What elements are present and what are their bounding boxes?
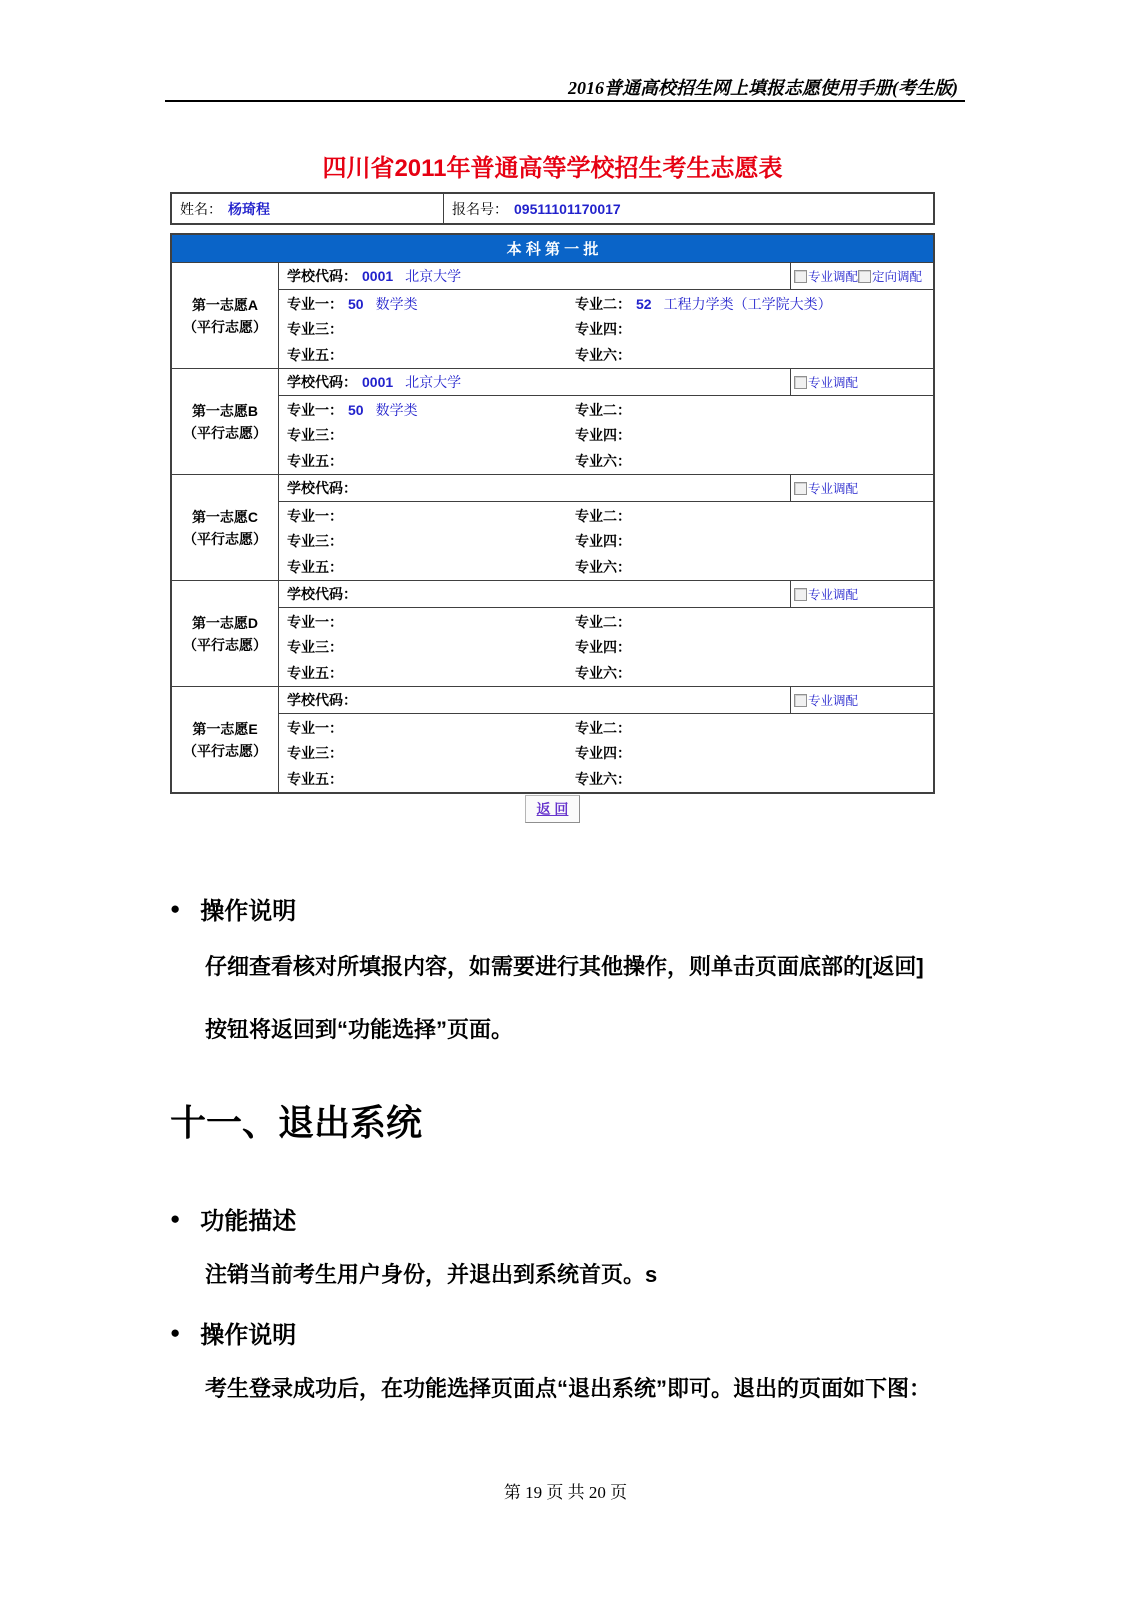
major-label: 专业五： <box>287 452 343 469</box>
chapter-heading: 十一、退出系统 <box>170 1102 423 1143</box>
choice-d-label-line2: （平行志愿） <box>183 636 267 653</box>
operation-2-paragraph: 考生登录成功后，在功能选择页面点“退出系统”即可。退出的页面如下图： <box>205 1376 932 1401</box>
major-label: 专业四： <box>575 745 631 761</box>
majors-grid <box>279 290 933 368</box>
choice-section-a <box>172 262 933 368</box>
directed-adjust-checkbox[interactable] <box>858 270 871 283</box>
major-field <box>575 423 933 447</box>
major-adjust-checkbox[interactable] <box>794 694 807 707</box>
choice-e-label-line2: （平行志愿） <box>183 742 267 759</box>
checkbox-label: 专业调配 <box>808 588 859 602</box>
bullet-icon: ● <box>170 1323 181 1342</box>
major-label: 专业三： <box>287 639 343 655</box>
choice-d-label <box>172 581 279 686</box>
majors-grid <box>279 714 933 792</box>
operation-heading-2-text: 操作说明 <box>200 1322 297 1349</box>
reg-no-value: 09511101170017 <box>514 200 621 217</box>
school-code-label: 学校代码： <box>287 586 357 602</box>
major-label: 专业四： <box>575 533 631 549</box>
back-button-label: 返 回 <box>536 801 569 817</box>
major-field <box>575 716 933 740</box>
major-label: 专业一： <box>287 295 343 312</box>
checkbox-label: 定向调配 <box>872 270 923 284</box>
choice-a-label-line1: 第一志愿A <box>191 296 259 313</box>
volunteer-table <box>170 233 935 794</box>
major-field <box>287 741 575 765</box>
major-adjust-checkbox[interactable] <box>794 376 807 389</box>
choice-e-label <box>172 687 279 792</box>
major-label: 专业四： <box>575 639 631 655</box>
choice-a-label <box>172 263 279 368</box>
choice-section-d <box>172 580 933 686</box>
major-field <box>287 398 575 422</box>
school-code-field <box>279 687 790 713</box>
major-label: 专业三： <box>287 321 343 337</box>
major-label: 专业三： <box>287 745 343 761</box>
major-field <box>287 767 575 791</box>
school-code-value: 0001 <box>362 268 394 284</box>
school-row <box>279 687 933 714</box>
major-label: 专业二： <box>575 507 631 524</box>
major-field <box>575 610 933 634</box>
major-field <box>575 343 933 367</box>
page-number: 第 19 页 共 20 页 <box>503 1483 628 1502</box>
operation-heading-1-text: 操作说明 <box>200 898 297 925</box>
function-paragraph: 注销当前考生用户身份，并退出到系统首页。s <box>205 1262 658 1287</box>
back-button[interactable] <box>525 795 581 823</box>
school-row <box>279 475 933 502</box>
name-label: 姓名： <box>180 200 222 217</box>
adjust-cell <box>790 581 933 607</box>
major-field <box>287 504 575 528</box>
checkbox-item <box>794 373 858 391</box>
school-code-value: 0001 <box>362 374 394 390</box>
major-field <box>575 504 933 528</box>
major-field <box>575 292 933 316</box>
operation-paragraph-line1: 仔细查看核对所填报内容，如需要进行其他操作，则单击页面底部的[返回] <box>205 954 924 979</box>
school-code-field <box>279 581 790 607</box>
major-label: 专业四： <box>575 427 631 443</box>
major-field <box>287 449 575 473</box>
adjust-cell <box>790 475 933 501</box>
function-heading-text: 功能描述 <box>200 1208 297 1235</box>
choice-a-label-line2: （平行志愿） <box>183 318 267 335</box>
major-name: 数学类 <box>375 295 418 312</box>
major-label: 专业三： <box>287 533 343 549</box>
major-field <box>575 317 933 341</box>
bullet-icon: ● <box>170 899 181 918</box>
major-field <box>287 292 575 316</box>
school-code-label: 学校代码： <box>287 268 357 284</box>
major-label: 专业二： <box>575 401 631 418</box>
name-cell <box>172 194 444 223</box>
checkbox-item <box>794 479 858 497</box>
operation-heading-2 <box>170 1315 296 1350</box>
school-code-label: 学校代码： <box>287 374 357 390</box>
adjust-cell <box>790 687 933 713</box>
major-field <box>575 529 933 553</box>
school-row <box>279 263 933 290</box>
school-row <box>279 369 933 396</box>
major-label: 专业一： <box>287 613 343 630</box>
checkbox-label: 专业调配 <box>808 376 859 390</box>
operation-heading-1 <box>170 891 296 926</box>
major-field <box>287 716 575 740</box>
header-rule <box>165 100 965 102</box>
back-button-row <box>170 795 935 823</box>
adjust-cell <box>790 263 933 289</box>
checkbox-item <box>794 691 858 709</box>
choice-section-b <box>172 368 933 474</box>
choice-section-e <box>172 686 933 792</box>
choice-b-label <box>172 369 279 474</box>
choice-c-label-line1: 第一志愿C <box>191 508 259 525</box>
major-label: 专业一： <box>287 719 343 736</box>
candidate-info-table <box>170 192 935 225</box>
major-adjust-checkbox[interactable] <box>794 270 807 283</box>
choice-b-label-line1: 第一志愿B <box>191 402 259 419</box>
checkbox-label: 专业调配 <box>808 482 859 496</box>
choice-section-c <box>172 474 933 580</box>
major-field <box>575 767 933 791</box>
function-heading <box>170 1201 296 1236</box>
major-label: 专业一： <box>287 507 343 524</box>
major-field <box>575 635 933 659</box>
major-label: 专业六： <box>575 452 631 469</box>
majors-grid <box>279 502 933 580</box>
choice-c-label-line2: （平行志愿） <box>183 530 267 547</box>
name-value: 杨琦程 <box>228 200 270 217</box>
major-field <box>575 449 933 473</box>
school-name-value: 北京大学 <box>405 268 462 284</box>
school-code-field <box>279 475 790 501</box>
choice-c-label <box>172 475 279 580</box>
major-label: 专业六： <box>575 664 631 681</box>
major-field <box>287 635 575 659</box>
choice-e-label-line1: 第一志愿E <box>192 720 258 737</box>
form-title: 四川省2011年普通高等学校招生考生志愿表 <box>322 155 783 182</box>
major-label: 专业六： <box>575 346 631 363</box>
checkbox-item <box>858 267 922 285</box>
major-adjust-checkbox[interactable] <box>794 482 807 495</box>
reg-no-label: 报名号： <box>452 200 508 217</box>
reg-no-cell <box>444 194 933 223</box>
major-field <box>287 661 575 685</box>
school-code-field <box>279 263 790 289</box>
checkbox-item <box>794 585 858 603</box>
checkbox-item <box>794 267 858 285</box>
majors-grid <box>279 396 933 474</box>
major-label: 专业二： <box>575 613 631 630</box>
major-field <box>575 661 933 685</box>
major-code: 52 <box>636 295 652 312</box>
major-adjust-checkbox[interactable] <box>794 588 807 601</box>
major-label: 专业一： <box>287 401 343 418</box>
major-label: 专业六： <box>575 558 631 575</box>
school-name-value: 北京大学 <box>405 374 462 390</box>
choice-d-label-line1: 第一志愿D <box>191 614 259 631</box>
major-field <box>575 398 933 422</box>
major-field <box>287 610 575 634</box>
choice-b-label-line2: （平行志愿） <box>183 424 267 441</box>
batch-header: 本 科 第 一 批 <box>172 235 933 262</box>
major-field <box>287 529 575 553</box>
school-row <box>279 581 933 608</box>
major-label: 专业四： <box>575 321 631 337</box>
bullet-icon: ● <box>170 1209 181 1228</box>
school-code-label: 学校代码： <box>287 692 357 708</box>
major-label: 专业五： <box>287 346 343 363</box>
major-code: 50 <box>348 401 364 418</box>
major-label: 专业二： <box>575 719 631 736</box>
manual-running-head: 2016普通高校招生网上填报志愿使用手册(考生版) <box>568 78 958 98</box>
major-label: 专业五： <box>287 770 343 787</box>
major-name: 工程力学类（工学院大类） <box>663 295 832 312</box>
operation-paragraph-line2: 按钮将返回到“功能选择”页面。 <box>205 1017 514 1042</box>
major-field <box>287 343 575 367</box>
major-label: 专业六： <box>575 770 631 787</box>
major-label: 专业二： <box>575 295 631 312</box>
major-label: 专业五： <box>287 558 343 575</box>
major-field <box>575 555 933 579</box>
majors-grid <box>279 608 933 686</box>
major-field <box>287 317 575 341</box>
school-code-label: 学校代码： <box>287 480 357 496</box>
checkbox-label: 专业调配 <box>808 694 859 708</box>
major-field <box>287 555 575 579</box>
major-code: 50 <box>348 295 364 312</box>
major-field <box>575 741 933 765</box>
major-label: 专业五： <box>287 664 343 681</box>
major-name: 数学类 <box>375 401 418 418</box>
adjust-cell <box>790 369 933 395</box>
major-label: 专业三： <box>287 427 343 443</box>
checkbox-label: 专业调配 <box>808 270 859 284</box>
school-code-field <box>279 369 790 395</box>
major-field <box>287 423 575 447</box>
